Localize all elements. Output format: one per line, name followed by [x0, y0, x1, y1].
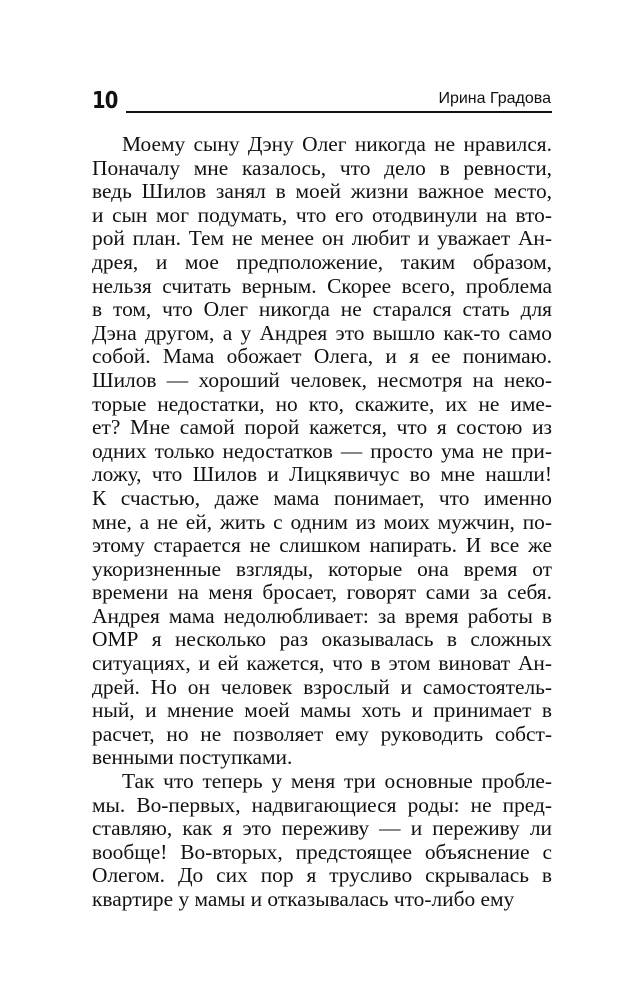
text-line: ный, и мнение моей мамы хоть и принимает в [92, 698, 552, 723]
text-line: Андрея мама недолюбливает: за время работы в [92, 603, 552, 628]
text-line: времени на меня бросает, говорят сами за себя. [92, 580, 552, 605]
page-number: 10 [92, 88, 118, 114]
text-line: одних только недостатков — просто ума не при- [92, 438, 552, 463]
paragraph [92, 770, 552, 912]
text-line: в том, что Олег никогда не старался стать для [92, 297, 552, 322]
text-line: Моему сыну Дэну Олег никогда не нравился. [122, 132, 552, 156]
text-line: К счастью, даже мама понимает, что именно [92, 485, 552, 510]
text-line: Олегом. До сих пор я трусливо скрывалась в [92, 863, 552, 888]
paragraph [92, 133, 552, 770]
text-line: мы. Во-первых, надвигающиеся роды: не пред- [92, 792, 552, 817]
text-line: Шилов — хороший человек, несмотря на неко- [92, 367, 552, 392]
text-line: мне, а не ей, жить с одним из моих мужчин, по- [92, 509, 552, 534]
header-rule [126, 111, 552, 113]
text-line: ложу, что Шилов и Лицкявичус во мне нашли! [92, 462, 552, 487]
text-line: ведь Шилов занял в моей жизни важное место, [92, 179, 552, 204]
text-line: ет? Мне самой порой кажется, что я состою из [92, 415, 552, 440]
text-line: собой. Мама обожает Олега, и я ее понимаю. [92, 344, 552, 369]
text-line: этому старается не слишком напирать. И все же [92, 533, 552, 558]
text-line: торые недостатки, но кто, скажите, их не име- [92, 391, 552, 416]
text-line: рой план. Тем не менее он любит и уважает Ан- [92, 226, 552, 251]
running-title-author: Ирина Градова [438, 90, 551, 107]
text-line: укоризненные взгляды, которые она время от [92, 556, 552, 581]
text-line: и сын мог подумать, что его отодвинули на вто- [92, 202, 552, 227]
text-line: дрей. Но он человек взрослый и самостоятель- [92, 674, 552, 699]
text-line: расчет, но не позволяет ему руководить собст- [92, 721, 552, 746]
text-line: ОМР я несколько раз оказывалась в сложных [92, 627, 552, 652]
text-line: Дэна другом, а у Андрея это вышло как-то само [92, 320, 552, 345]
text-line: ставляю, как я это переживу — и переживу ли [92, 816, 552, 841]
text-line: ситуациях, и ей кажется, что в этом виноват Ан- [92, 651, 552, 676]
text-line: вообще! Во-вторых, предстоящее объяснение с [92, 839, 552, 864]
text-line: дрея, и мое предположение, таким образом, [92, 249, 552, 274]
book-text [92, 133, 552, 912]
text-line: нельзя считать верным. Скорее всего, проблема [92, 273, 552, 298]
text-line: венными поступками. [92, 745, 293, 770]
text-line: Поначалу мне казалось, что дело в ревности, [92, 155, 552, 180]
text-line: Так что теперь у меня три основные пробле- [122, 769, 552, 794]
running-header [92, 86, 552, 120]
text-line: квартире у мамы и отказывалась что-либо ему [92, 887, 515, 911]
